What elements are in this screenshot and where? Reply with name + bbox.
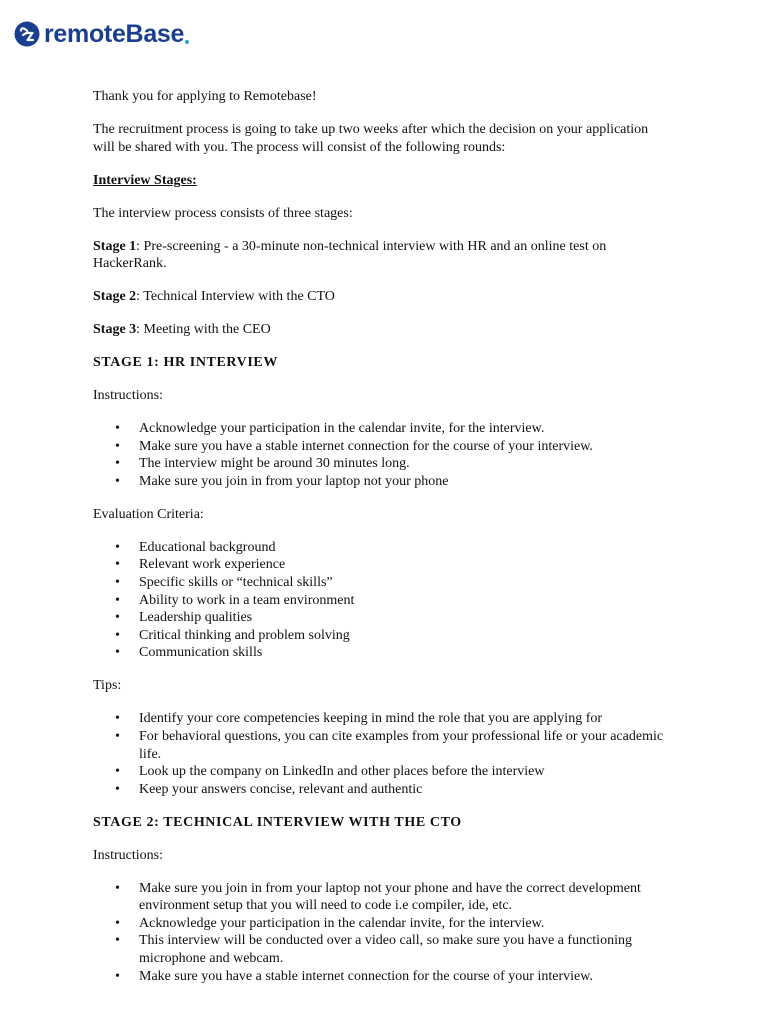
list-item-text: Make sure you have a stable internet connection for the course of your interview.: [139, 438, 593, 454]
list-item-text: Make sure you have a stable internet connection for the course of your interview.: [139, 968, 593, 984]
stage-2-text: : Technical Interview with the CTO: [136, 289, 335, 305]
list-item-text: Make sure you join in from your laptop not your phone: [139, 473, 449, 489]
stage-1-instructions-label: Instructions:: [93, 388, 163, 404]
bullet-glyph: •: [115, 968, 120, 984]
stage-1-instructions-list: [93, 420, 673, 490]
list-item: [93, 932, 673, 967]
list-item: [93, 420, 673, 438]
list-item: [93, 592, 673, 610]
list-item-text: This interview will be conducted over a video call, so make sure you have a functioning microphone and webcam.: [139, 933, 632, 967]
list-item: [93, 880, 673, 915]
bullet-glyph: •: [115, 627, 120, 643]
stage-3-label: Stage 3: [93, 322, 137, 338]
bullet-glyph: •: [115, 915, 120, 931]
list-item: [93, 781, 673, 799]
bullet-glyph: •: [115, 933, 120, 949]
list-item-text: Educational background: [139, 539, 276, 555]
process-paragraph: The recruitment process is going to take up two weeks after which the decision on your application will be shared with you. The process will consist of the following rounds:: [93, 121, 649, 155]
brand-name: remoteBase: [44, 20, 185, 48]
list-item: [93, 968, 673, 986]
remotebase-logo-icon: [14, 21, 40, 47]
list-item-text: The interview might be around 30 minutes long.: [139, 456, 410, 472]
stage-2-instructions-list: [93, 880, 673, 986]
stage-2-instructions-label: Instructions:: [93, 847, 163, 863]
evaluation-criteria-list: [93, 539, 673, 662]
list-item-text: For behavioral questions, you can cite examples from your professional life or your academic life.: [139, 728, 664, 762]
list-item-text: Ability to work in a team environment: [139, 592, 355, 608]
list-item-text: Specific skills or “technical skills”: [139, 574, 333, 590]
document-body: [93, 88, 673, 1001]
bullet-glyph: •: [115, 574, 120, 590]
bullet-glyph: •: [115, 764, 120, 780]
list-item: [93, 915, 673, 933]
bullet-glyph: •: [115, 728, 120, 744]
bullet-glyph: •: [115, 557, 120, 573]
thanks-line: Thank you for applying to Remotebase!: [93, 89, 317, 104]
stage-2-summary: [93, 288, 673, 306]
bullet-glyph: •: [115, 438, 120, 454]
list-item-text: Acknowledge your participation in the calendar invite, for the interview.: [139, 915, 545, 931]
stage-3-text: : Meeting with the CEO: [136, 322, 271, 338]
list-item: [93, 556, 673, 574]
list-item: [93, 609, 673, 627]
list-item: [93, 455, 673, 473]
bullet-glyph: •: [115, 539, 120, 555]
list-item: [93, 763, 673, 781]
bullet-glyph: •: [115, 456, 120, 472]
list-item: [93, 438, 673, 456]
list-item-text: Acknowledge your participation in the calendar invite, for the interview.: [139, 421, 545, 437]
bullet-glyph: •: [115, 473, 120, 489]
stage-1-text: : Pre-screening - a 30-minute non-technical interview with HR and an online test on HackerRank.: [93, 238, 607, 272]
company-logo: [14, 19, 189, 49]
list-item: [93, 627, 673, 645]
stages-lead: The interview process consists of three stages:: [93, 205, 353, 221]
interview-stages-heading: Interview Stages:: [93, 172, 197, 188]
bullet-glyph: •: [115, 781, 120, 797]
tips-label: Tips:: [93, 678, 122, 694]
list-item-text: Relevant work experience: [139, 557, 286, 573]
list-item-text: Keep your answers concise, relevant and authentic: [139, 781, 423, 797]
list-item: [93, 473, 673, 491]
list-item-text: Look up the company on LinkedIn and other places before the interview: [139, 764, 545, 780]
tips-list: [93, 710, 673, 798]
stage-1-heading: STAGE 1: HR INTERVIEW: [93, 355, 278, 371]
list-item: [93, 574, 673, 592]
list-item: [93, 644, 673, 662]
list-item-text: Communication skills: [139, 645, 263, 661]
list-item: [93, 728, 673, 763]
brand-dot: [185, 40, 189, 44]
list-item-text: Critical thinking and problem solving: [139, 627, 350, 643]
evaluation-criteria-label: Evaluation Criteria:: [93, 506, 204, 522]
stage-1-summary: [93, 238, 673, 273]
stage-2-label: Stage 2: [93, 289, 137, 305]
bullet-glyph: •: [115, 880, 120, 896]
bullet-glyph: •: [115, 610, 120, 626]
bullet-glyph: •: [115, 592, 120, 608]
list-item-text: Leadership qualities: [139, 610, 253, 626]
list-item: [93, 539, 673, 557]
list-item: [93, 710, 673, 728]
bullet-glyph: •: [115, 711, 120, 727]
bullet-glyph: •: [115, 421, 120, 437]
stage-3-summary: [93, 321, 673, 339]
stage-1-label: Stage 1: [93, 238, 137, 254]
stage-2-heading: STAGE 2: TECHNICAL INTERVIEW WITH THE CTO: [93, 814, 462, 830]
list-item-text: Identify your core competencies keeping in mind the role that you are applying for: [139, 711, 603, 727]
bullet-glyph: •: [115, 645, 120, 661]
list-item-text: Make sure you join in from your laptop not your phone and have the correct development environment setup that you will need to code i.e compiler, ide, etc.: [139, 880, 641, 914]
